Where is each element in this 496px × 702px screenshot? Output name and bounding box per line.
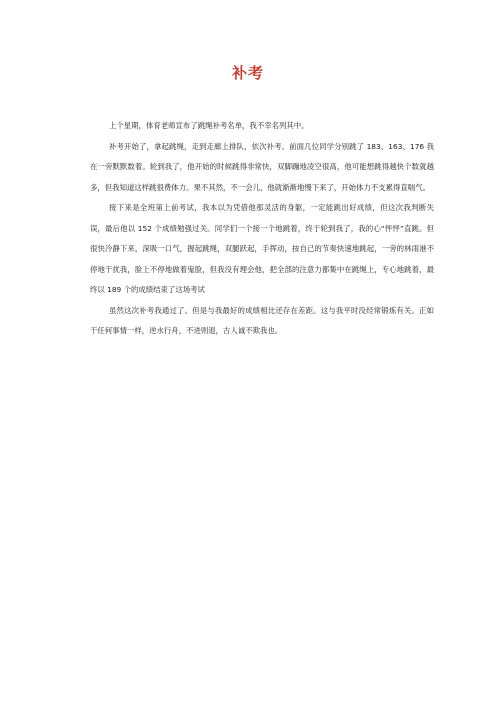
paragraph-4: 虽然这次补考我通过了。但是与我最好的成绩相比还存在差距。这与我平时没经常锻炼有关。正如干任何事情一样，逆水行舟，不进则退，古人诚不欺我也。 bbox=[90, 305, 434, 335]
document-body bbox=[90, 116, 434, 342]
paragraph-2: 补考开始了，拿起跳绳，走到走廊上排队，依次补考。前面几位同学分别跳了 183、163、176 我在一旁默默数着。轮到我了，他开始的时候跳得非常快，双脚蹦地凌空很高，他可能想跳得越快个数就越多，但我知道这样跳很费体力。果不其然，不一会儿，他就渐渐地慢下来了，开始体力不支累得直喘气。 bbox=[90, 141, 434, 192]
paragraph-1: 上个星期，体育老师宣布了跳绳补考名单，我不幸名列其中。 bbox=[109, 121, 309, 130]
document-title: 补考 bbox=[231, 64, 264, 82]
paragraph-3: 接下来是全班第上前考试，我本以为凭借他那灵活的身躯，一定能跳出好成绩，但这次我判断失误，最后他以 152 个成绩勉强过关。同学们一个接一个地跳着，终于轮到我了，我的心“怦怦”直跳。但很快冷静下来，深吸一口气，握起跳绳，双腿跃起，手挥动，按自己的节奏快速地跳起，一旁的林雨港不停地干扰我，脸上不停地做着鬼脸，但我没有理会他，把全部的注意力都集中在跳绳上，专心地跳着，最终以 189 个的成绩结束了这场考试 bbox=[90, 203, 434, 294]
